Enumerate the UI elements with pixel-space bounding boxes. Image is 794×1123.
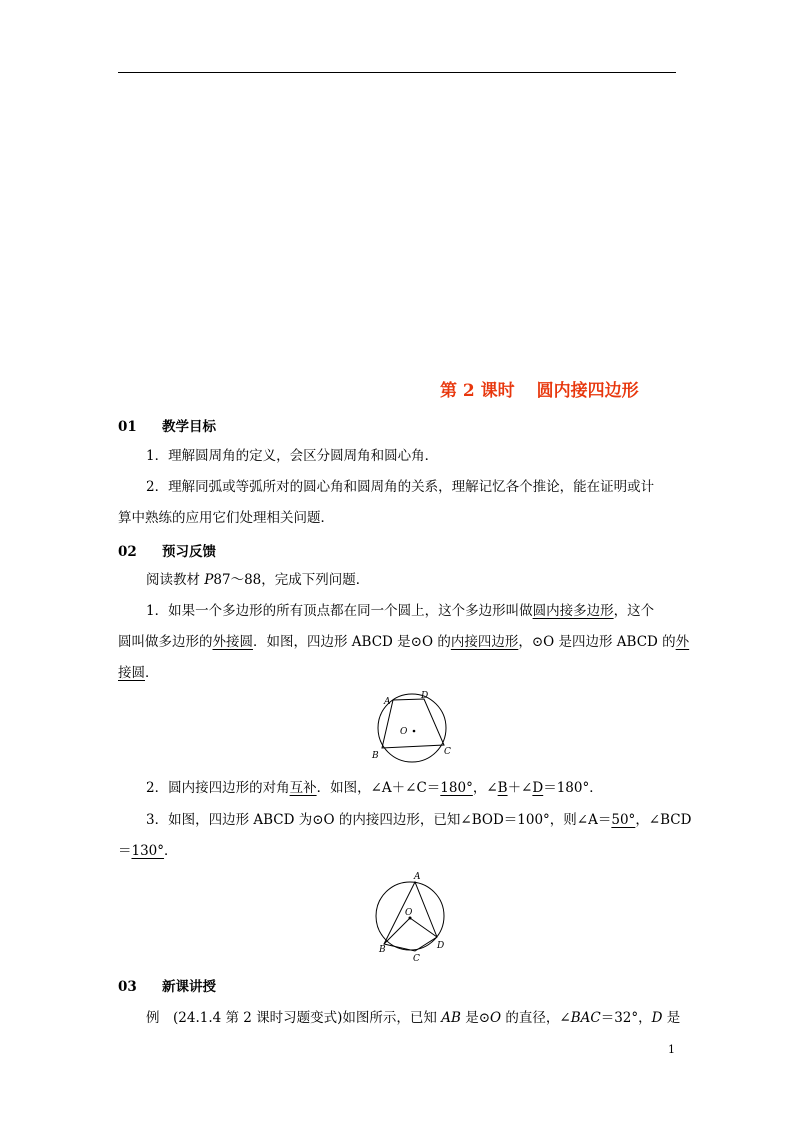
text-italic: BAC (570, 1010, 601, 1026)
figure-inscribed-quadrilateral-2 (364, 868, 456, 962)
text: ． (164, 843, 178, 859)
text-italic: O (490, 1010, 502, 1026)
goal-2-line-2: 算中熟练的应用它们处理相关问题． (118, 510, 334, 526)
text: 3．如图，四边形 ABCD 为⊙O 的内接四边形，已知∠BOD＝100°，则∠A＝ (146, 812, 612, 828)
answer-blank: 互补 (289, 780, 317, 796)
answer-blank: 内接四边形 (450, 634, 519, 650)
text: 87～88，完成下列问题． (213, 572, 370, 588)
label-o: O (400, 727, 408, 737)
text: 例 (24.1.4 第 2 课时习题变式)如图所示，已知 (146, 1010, 442, 1026)
label-o: O (405, 908, 413, 918)
text: ，∠ (472, 780, 498, 796)
section-number: 03 (118, 979, 137, 995)
question-1-line-3 (118, 663, 159, 683)
text: ＝ (118, 843, 132, 859)
label-d: D (421, 691, 429, 701)
question-3-line-2 (118, 841, 178, 861)
label-c: C (444, 747, 451, 757)
text: ，⊙O 是四边形 ABCD 的 (518, 634, 676, 650)
text: ＝180°． (543, 780, 603, 796)
answer-blank: 接圆 (118, 665, 145, 681)
answer-blank: 外 (675, 634, 690, 650)
text: ．如图，四边形 ABCD 是⊙O 的 (253, 634, 451, 650)
label-c: C (413, 954, 420, 962)
answer-blank: 50° (611, 812, 636, 828)
page-number: 1 (668, 1043, 675, 1056)
center-point (413, 730, 416, 733)
text-italic: D (651, 1010, 663, 1026)
lesson-title-part1: 第 2 课时 (440, 381, 515, 401)
label-a: A (384, 697, 391, 707)
section-number: 01 (118, 419, 137, 435)
section-heading-preview (118, 540, 216, 560)
answer-blank: 圆内接多边形 (532, 603, 614, 619)
label-a: A (414, 872, 421, 882)
radius-ob (384, 918, 410, 944)
text: ． (145, 665, 159, 681)
answer-blank: 130° (131, 843, 165, 859)
text: 的直径，∠ (501, 1010, 571, 1026)
section-name: 教学目标 (162, 419, 216, 435)
text: 阅读教材 (146, 572, 205, 588)
section-name: 新课讲授 (162, 979, 216, 995)
text: ，∠BCD (635, 812, 692, 828)
answer-blank: D (532, 780, 544, 796)
text-italic: P (204, 572, 214, 588)
goal-2-line-1: 2．理解同弧或等弧所对的圆心角和圆周角的关系，理解记忆各个推论，能在证明或计 (146, 479, 655, 495)
answer-blank: 外接圆 (212, 634, 253, 650)
answer-blank: B (497, 780, 508, 796)
text: 是⊙ (460, 1010, 491, 1026)
text: ．如图，∠A＋∠C＝ (316, 780, 441, 796)
question-1-line-2 (118, 632, 689, 652)
goal-1: 1．理解圆周角的定义，会区分圆周角和圆心角． (146, 448, 439, 464)
question-2 (146, 778, 603, 798)
lesson-title-part2: 圆内接四边形 (536, 381, 639, 401)
question-3-line-1 (146, 810, 691, 830)
label-b: B (372, 751, 379, 761)
section-number: 02 (118, 544, 137, 560)
text-italic: AB (441, 1010, 461, 1026)
text: ＝32°， (600, 1010, 652, 1026)
text: ＋∠ (507, 780, 533, 796)
section-heading-new-lesson (118, 975, 216, 995)
quadrilateral (382, 699, 444, 748)
example-line (146, 1008, 680, 1028)
text: 是 (662, 1010, 681, 1026)
lesson-title (440, 376, 639, 401)
section-name: 预习反馈 (162, 544, 216, 560)
text: 1．如果一个多边形的所有顶点都在同一个圆上，这个多边形叫做 (146, 603, 533, 619)
text: 圆叫做多边形的 (118, 634, 213, 650)
label-b: B (379, 945, 386, 955)
section-heading-goals (118, 415, 216, 435)
text: 2．圆内接四边形的对角 (146, 780, 290, 796)
answer-blank: 180° (440, 780, 473, 796)
preview-intro (146, 570, 369, 590)
question-1-line-1 (146, 601, 654, 621)
header-rule (118, 72, 676, 73)
text: ，这个 (613, 603, 655, 619)
figure-inscribed-quadrilateral-1 (362, 690, 462, 768)
label-d: D (437, 941, 445, 951)
